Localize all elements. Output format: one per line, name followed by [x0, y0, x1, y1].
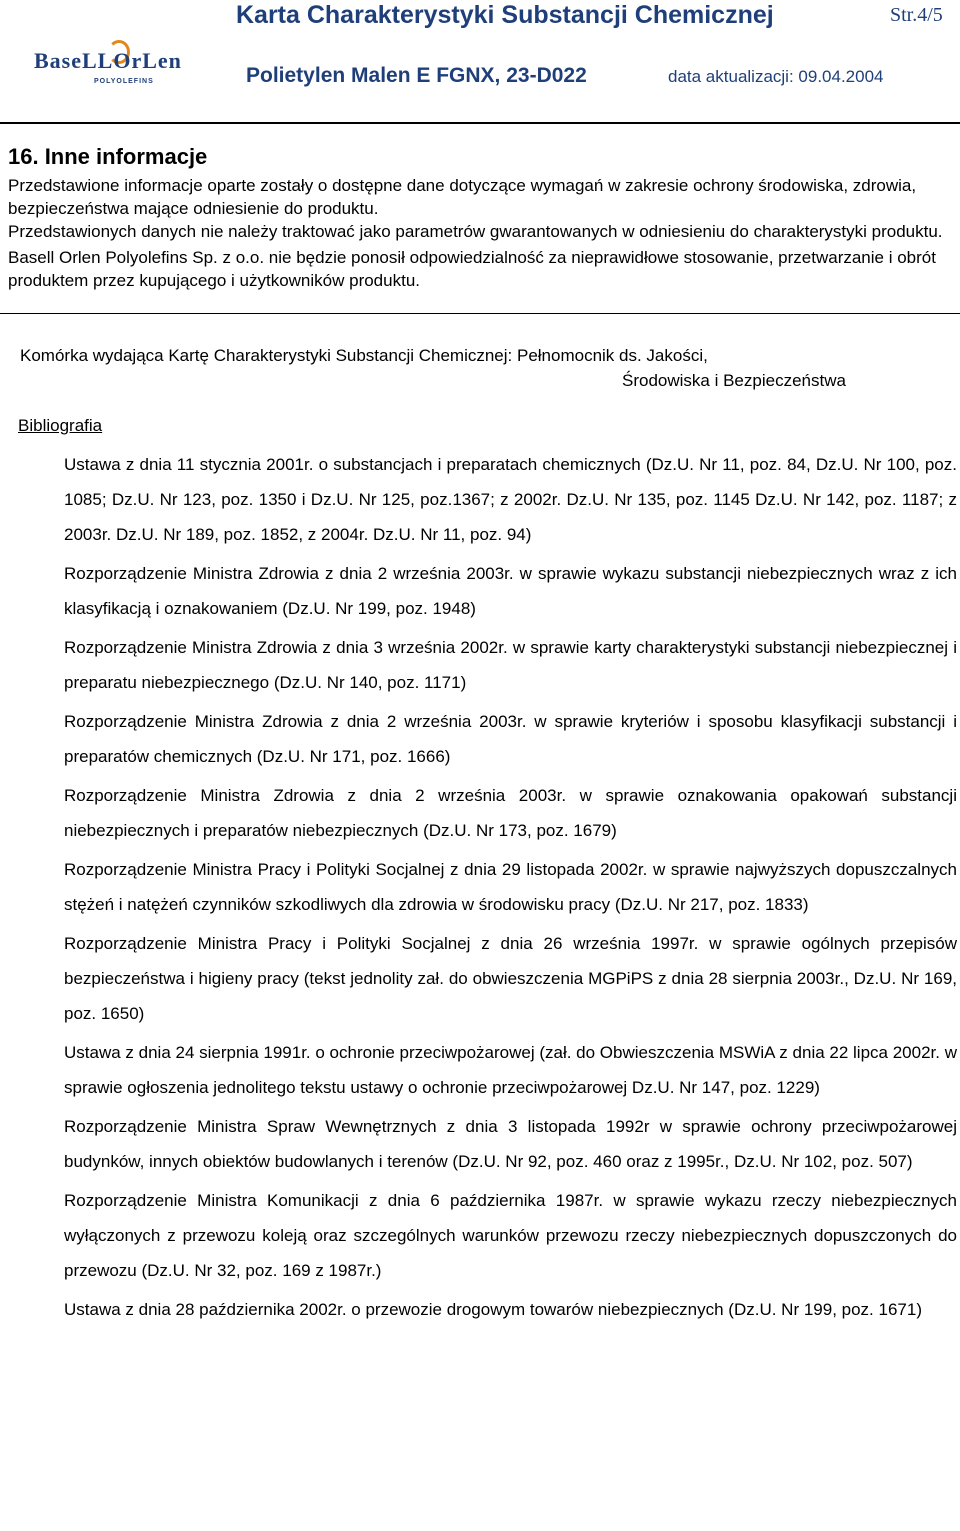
section-16-paragraph: Przedstawionych danych nie należy traktować jako parametrów gwarantowanych w odniesieniu do charakterystyki produktu.	[8, 222, 943, 241]
bibliography-item: Rozporządzenie Ministra Zdrowia z dnia 2 września 2003r. w sprawie oznakowania opakowań substancji niebezpiecznych i preparatów niebezpiecznych (Dz.U. Nr 173, poz. 1679)	[64, 786, 957, 840]
bibliography-item: Rozporządzenie Ministra Zdrowia z dnia 2 września 2003r. w sprawie kryteriów i sposobu klasyfikacji substancji i preparatów chemicznych (Dz.U. Nr 171, poz. 1666)	[64, 712, 957, 766]
logo-brand: BaseLLOrLen	[34, 48, 182, 73]
bibliography-item: Rozporządzenie Ministra Pracy i Polityki Socjalnej z dnia 26 września 1997r. w sprawie ogólnych przepisów bezpieczeństwa i higieny pracy (tekst jednolity zał. do obwieszczenia MGPiPS z dnia 28 sierpnia 2003r., Dz.U. Nr 169, poz. 1650)	[64, 934, 957, 1023]
page-header	[0, 0, 960, 132]
section-16-heading: 16. Inne informacje	[8, 144, 208, 169]
bibliography-heading: Bibliografia	[18, 416, 103, 435]
section-16-paragraph: Basell Orlen Polyolefins Sp. z o.o. nie będzie ponosił odpowiedzialność za nieprawidłowe stosowanie, przetwarzanie i obrót produktem przez kupującego i użytkowników produktu.	[8, 248, 936, 290]
issuer-info	[20, 343, 940, 393]
page-number: Str.4/5	[890, 4, 943, 26]
bibliography-item: Ustawa z dnia 28 października 2002r. o przewozie drogowym towarów niebezpiecznych (Dz.U. Nr 199, poz. 1671)	[64, 1300, 922, 1319]
bibliography-item: Ustawa z dnia 24 sierpnia 1991r. o ochronie przeciwpożarowej (zał. do Obwieszczenia MSWiA z dnia 22 lipca 2002r. w sprawie ogłoszenia jednolitego tekstu ustawy o ochronie przeciwpożarowej Dz.U. Nr 147, poz. 1229)	[64, 1043, 957, 1097]
bibliography-item: Rozporządzenie Ministra Spraw Wewnętrznych z dnia 3 listopada 1992r w sprawie ochrony przeciwpożarowej budynków, innych obiektów budowlanych i terenów (Dz.U. Nr 92, poz. 460 oraz z 1995r., Dz.U. Nr 102, poz. 507)	[64, 1117, 957, 1171]
product-name: Polietylen Malen E FGNX, 23-D022	[246, 64, 587, 87]
section-16	[8, 144, 953, 292]
document-title: Karta Charakterystyki Substancji Chemicznej	[236, 1, 774, 29]
section-divider	[0, 313, 960, 314]
issuer-line-2: Środowiska i Bezpieczeństwa	[622, 371, 846, 390]
bibliography-item: Rozporządzenie Ministra Zdrowia z dnia 3 września 2002r. w sprawie karty charakterystyki substancji niebezpiecznej i preparatu niebezpiecznego (Dz.U. Nr 140, poz. 1171)	[64, 638, 957, 692]
bibliography-item: Rozporządzenie Ministra Komunikacji z dnia 6 października 1987r. w sprawie wykazu rzeczy niebezpiecznych wyłączonych z przewozu koleją oraz szczególnych warunków przewozu rzeczy niebezpiecznych dopuszczonych do przewozu (Dz.U. Nr 32, poz. 169 z 1987r.)	[64, 1191, 957, 1280]
bibliography-item: Ustawa z dnia 11 stycznia 2001r. o substancjach i preparatach chemicznych (Dz.U. Nr 11, poz. 84, Dz.U. Nr 100, poz. 1085; Dz.U. Nr 123, poz. 1350 i Dz.U. Nr 125, poz.1367; z 2002r. Dz.U. Nr 135, poz. 1145 Dz.U. Nr 142, poz. 1187; z 2003r. Dz.U. Nr 189, poz. 1852, z 2004r. Dz.U. Nr 11, poz. 94)	[64, 455, 957, 544]
company-logo	[28, 38, 198, 96]
bibliography-list	[64, 447, 957, 1331]
bibliography-item: Rozporządzenie Ministra Pracy i Polityki Socjalnej z dnia 29 listopada 2002r. w sprawie najwyższych dopuszczalnych stężeń i natężeń czynników szkodliwych dla zdrowia w środowisku pracy (Dz.U. Nr 217, poz. 1833)	[64, 860, 957, 914]
section-16-paragraph: Przedstawione informacje oparte zostały o dostępne dane dotyczące wymagań w zakresie ochrony środowiska, zdrowia, bezpieczeństwa mające odniesienie do produktu.	[8, 176, 917, 218]
update-date: data aktualizacji: 09.04.2004	[668, 67, 884, 86]
header-divider	[0, 122, 960, 124]
logo-sub: POLYOLEFINS	[94, 78, 154, 85]
bibliography-item: Rozporządzenie Ministra Zdrowia z dnia 2 września 2003r. w sprawie wykazu substancji niebezpiecznych wraz z ich klasyfikacją i oznakowaniem (Dz.U. Nr 199, poz. 1948)	[64, 564, 957, 618]
issuer-line-1: Komórka wydająca Kartę Charakterystyki Substancji Chemicznej: Pełnomocnik ds. Jakości,	[20, 346, 708, 365]
